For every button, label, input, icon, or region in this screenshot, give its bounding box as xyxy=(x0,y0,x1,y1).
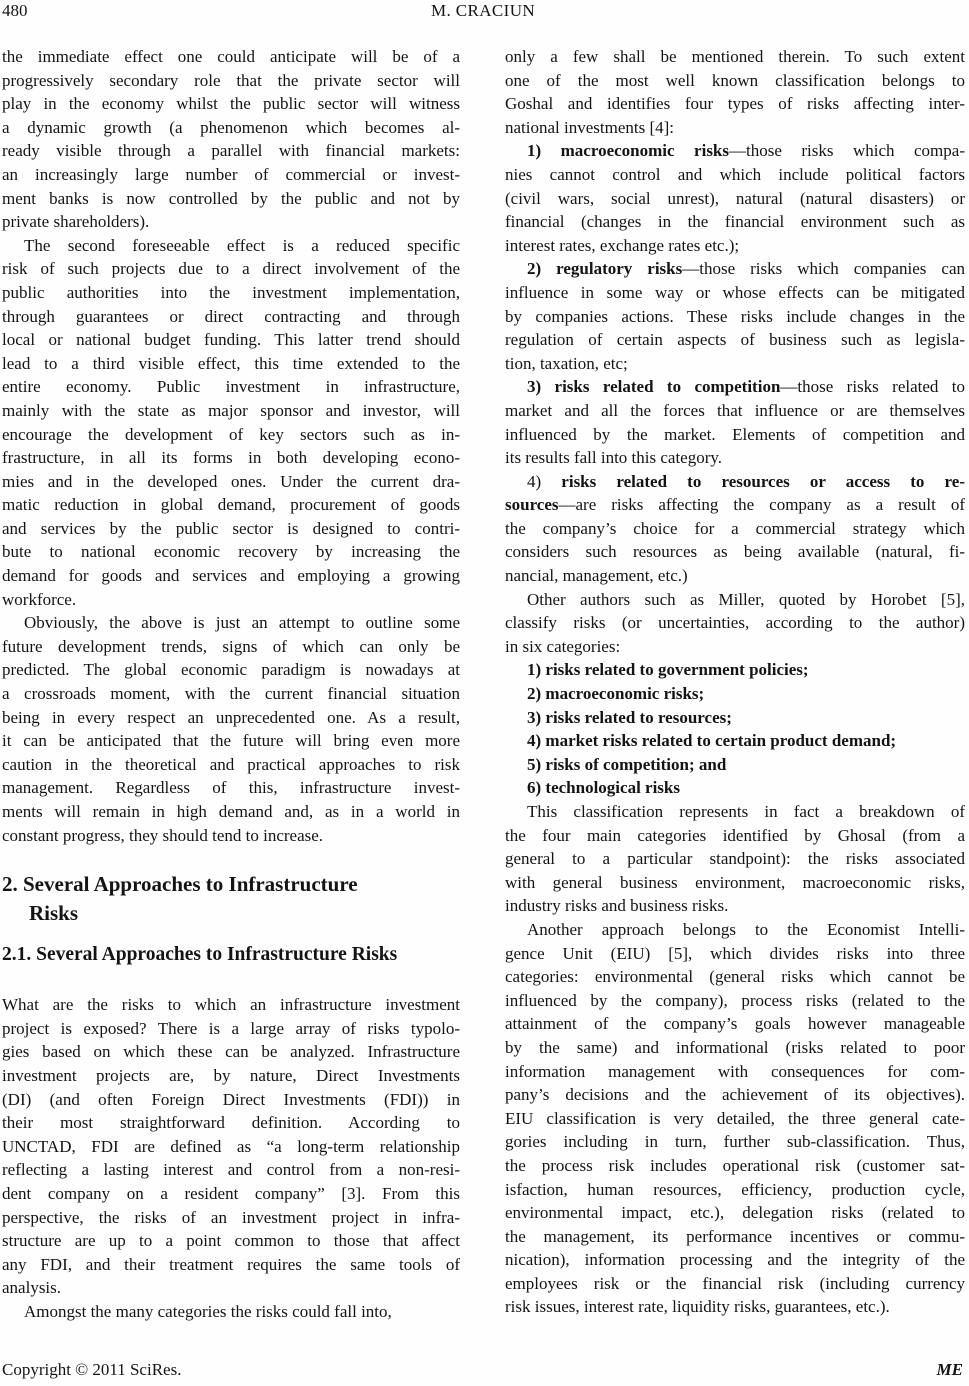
text-line: private shareholders). xyxy=(2,212,150,232)
paragraph xyxy=(505,470,965,588)
running-head: M. CRACIUN xyxy=(430,1,536,20)
text-line: What are the risks to which an infrastructure investment xyxy=(2,995,460,1015)
text-line: influenced by the company), process risks (related to the xyxy=(505,990,965,1010)
text-line: the process risk includes operational risk (customer sat- xyxy=(505,1155,965,1175)
paragraph xyxy=(505,257,965,375)
paragraph xyxy=(505,918,965,1319)
text-line: the four main categories identified by Ghosal (from a xyxy=(505,825,965,845)
text-line: tion, taxation, etc; xyxy=(505,353,628,373)
text-line: information management with consequences for com- xyxy=(505,1061,965,1081)
text-line: frastructure, in all its forms in both developing econo- xyxy=(2,448,460,468)
text-line: Amongst the many categories the risks could fall into, xyxy=(24,1301,392,1321)
text-line: project is exposed? There is a large array of risks typolo- xyxy=(2,1018,460,1038)
right-column xyxy=(505,45,965,1319)
paragraph xyxy=(505,375,965,469)
text-line: attainment of the company’s goals however manageable xyxy=(505,1014,965,1034)
text-line: 2. Several Approaches to Infrastructure xyxy=(2,872,358,897)
text-line: gence Unit (EIU) [5], which divides risks into three xyxy=(505,943,965,963)
text-line: investment projects are, by nature, Direct Investments xyxy=(2,1065,460,1085)
text-line: influenced by the market. Elements of competition and xyxy=(505,424,965,444)
bold-list xyxy=(505,658,965,800)
text-line: 1) macroeconomic risks—those risks which compa- xyxy=(527,141,965,161)
text-line: environmental impact, etc.), delegation risks (related to xyxy=(505,1203,965,1223)
text-line: in six categories: xyxy=(505,636,621,656)
text-line: matic reduction in global demand, procurement of goods xyxy=(2,495,460,515)
text-line: 2) macroeconomic risks; xyxy=(527,684,705,704)
text-line: general to a particular standpoint): the risks associated xyxy=(505,849,965,869)
text-line: 3) risks related to competition—those risks related to xyxy=(527,377,965,397)
text-line: nancial, management, etc.) xyxy=(505,566,688,586)
text-line: caution in the theoretical and practical approaches to risk xyxy=(2,754,460,774)
text-line: national investments [4]: xyxy=(505,117,675,137)
text-line: Other authors such as Miller, quoted by Horobet [5], xyxy=(527,589,965,609)
text-line: gories including in turn, further sub-classification. Thus, xyxy=(505,1132,965,1152)
text-line: influence in some way or whose effects can be mitigated xyxy=(505,282,965,302)
text-line: play in the economy whilst the public sector will witness xyxy=(2,94,460,114)
text-line: EIU classification is very detailed, the three general cate- xyxy=(505,1108,965,1128)
text-line: only a few shall be mentioned therein. To such extent xyxy=(505,47,965,66)
text-line: predicted. The global economic paradigm is nowadays at xyxy=(2,660,460,680)
text-line: risk of such projects due to a direct involvement of the xyxy=(2,259,460,279)
text-line: interest rates, exchange rates etc.); xyxy=(505,235,740,255)
text-line: risk issues, interest rate, liquidity risks, guarantees, etc.). xyxy=(505,1297,890,1317)
paragraph xyxy=(2,611,460,847)
text-line: encourage the development of key sectors such as in- xyxy=(2,424,460,444)
paragraph xyxy=(2,993,460,1300)
text-line: market and all the forces that influence or are themselves xyxy=(505,400,965,420)
text-line: lead to a third visible effect, this time extended to the xyxy=(2,353,460,373)
paragraph xyxy=(505,800,965,918)
left-column xyxy=(2,45,460,1324)
text-line: classify risks (or uncertainties, according to the author) xyxy=(505,613,965,633)
text-line: 4) risks related to resources or access to re- xyxy=(527,471,965,491)
text-line: 4) market risks related to certain product demand; xyxy=(527,731,897,751)
text-line: Goshal and identifies four types of risks affecting inter- xyxy=(505,94,965,114)
text-line: public authorities into the investment implementation, xyxy=(2,282,460,302)
text-line: by the same) and informational (risks related to poor xyxy=(505,1037,965,1057)
text-line: Another approach belongs to the Economist Intelli- xyxy=(527,919,965,939)
text-line: Risks xyxy=(29,901,79,926)
text-line: bute to national economic recovery by increasing the xyxy=(2,542,460,562)
text-line: financial (changes in the financial environment such as xyxy=(505,212,965,232)
paragraph xyxy=(505,45,965,139)
paragraph xyxy=(2,45,460,234)
text-line: nication), information processing and the integrity of the xyxy=(505,1250,965,1270)
text-line: being in every respect an unprecedented one. As a result, xyxy=(2,707,460,727)
text-line: isfaction, human resources, efficiency, production cycle, xyxy=(505,1179,965,1199)
text-line: through guarantees or direct contracting and through xyxy=(2,306,460,326)
text-line: 2.1. Several Approaches to Infrastructure Risks xyxy=(2,944,398,966)
text-line: by companies actions. These risks include changes in the xyxy=(505,306,965,326)
text-line: pany’s decisions and the achievement of its objectives). xyxy=(505,1085,965,1105)
text-line: gies based on which these can be analyzed. Infrastructure xyxy=(2,1042,460,1062)
paragraph xyxy=(2,234,460,612)
text-line: a dynamic growth (a phenomenon which becomes al- xyxy=(2,117,460,137)
text-line: ments will remain in high demand and, as in a world in xyxy=(2,802,460,821)
text-line: the management, its performance incentives or commu- xyxy=(505,1226,965,1246)
text-line: This classification represents in fact a breakdown of xyxy=(527,802,965,821)
text-line: the company’s choice for a commercial strategy which xyxy=(505,518,965,538)
text-line: (DI) (and often Foreign Direct Investments (FDI)) in xyxy=(2,1089,460,1109)
text-line: workforce. xyxy=(2,589,77,609)
text-line: an increasingly large number of commercial or invest- xyxy=(2,164,460,184)
text-line: (civil wars, social unrest), natural (natural disasters) or xyxy=(505,188,965,208)
paragraph xyxy=(505,139,965,257)
text-line: management. Regardless of this, infrastructure invest- xyxy=(2,778,460,798)
text-line: 3) risks related to resources; xyxy=(527,707,732,727)
text-line: 2) regulatory risks—those risks which companies can xyxy=(527,259,965,279)
text-line: entire economy. Public investment in infrastructure, xyxy=(2,377,460,397)
text-line: constant progress, they should tend to increase. xyxy=(2,825,324,845)
text-line: 6) technological risks xyxy=(527,778,680,798)
journal-code: ME xyxy=(936,1360,963,1379)
text-line: a crossroads moment, with the current financial situation xyxy=(2,684,460,704)
page-header xyxy=(2,1,964,23)
text-line: their most straightforward definition. According to xyxy=(2,1113,460,1133)
text-line: regulation of certain aspects of business such as legisla- xyxy=(505,330,965,350)
text-line: future development trends, signs of which can only be xyxy=(2,636,460,656)
paragraph xyxy=(505,588,965,659)
text-line: reflecting a lasting interest and control from a non-resi- xyxy=(2,1160,460,1180)
text-line: perspective, the risks of an investment project in infra- xyxy=(2,1207,460,1227)
text-line: 1) risks related to government policies; xyxy=(527,660,809,680)
paragraph xyxy=(2,1300,460,1324)
text-line: one of the most well known classification belongs to xyxy=(505,70,965,90)
text-line: ready visible through a parallel with financial markets: xyxy=(2,141,460,161)
text-line: employees risk or the financial risk (including currency xyxy=(505,1273,965,1293)
text-line: it can be anticipated that the future will bring even more xyxy=(2,731,460,751)
text-line: any FDI, and their treatment requires the same tools of xyxy=(2,1254,460,1274)
text-line: 5) risks of competition; and xyxy=(527,754,727,774)
text-line: nies cannot control and which include political factors xyxy=(505,164,965,184)
text-line: mies and in the developed ones. Under the current dra- xyxy=(2,471,460,491)
text-line: The second foreseeable effect is a reduced specific xyxy=(24,235,460,255)
text-line: mainly with the state as major sponsor and investor, will xyxy=(2,400,460,420)
text-line: structure are up to a point common to those that affect xyxy=(2,1231,460,1251)
text-line: UNCTAD, FDI are defined as “a long-term relationship xyxy=(2,1136,460,1156)
copyright-notice: Copyright © 2011 SciRes. xyxy=(2,1360,182,1379)
text-line: local or national budget funding. This latter trend should xyxy=(2,330,460,350)
page-footer xyxy=(2,1360,963,1380)
text-line: progressively secondary role that the private sector will xyxy=(2,70,460,90)
section-heading2 xyxy=(2,943,460,967)
text-line: and services by the public sector is designed to contri- xyxy=(2,518,460,538)
text-line: analysis. xyxy=(2,1278,62,1298)
text-line: its results fall into this category. xyxy=(505,448,723,468)
text-line: considers such resources as being available (natural, fi- xyxy=(505,542,965,562)
page-number: 480 xyxy=(2,1,28,20)
text-line: demand for goods and services and employing a growing xyxy=(2,566,460,586)
text-line: categories: environmental (general risks which cannot be xyxy=(505,967,965,987)
section-heading1 xyxy=(2,870,460,928)
text-line: the immediate effect one could anticipate will be of a xyxy=(2,47,460,66)
text-line: sources—are risks affecting the company as a result of xyxy=(505,495,965,515)
text-line: dent company on a resident company” [3]. From this xyxy=(2,1183,460,1203)
text-line: ment banks is now controlled by the public and not by xyxy=(2,188,460,208)
text-line: Obviously, the above is just an attempt to outline some xyxy=(24,613,460,633)
text-line: with general business environment, macroeconomic risks, xyxy=(505,872,965,892)
text-line: industry risks and business risks. xyxy=(505,896,729,916)
